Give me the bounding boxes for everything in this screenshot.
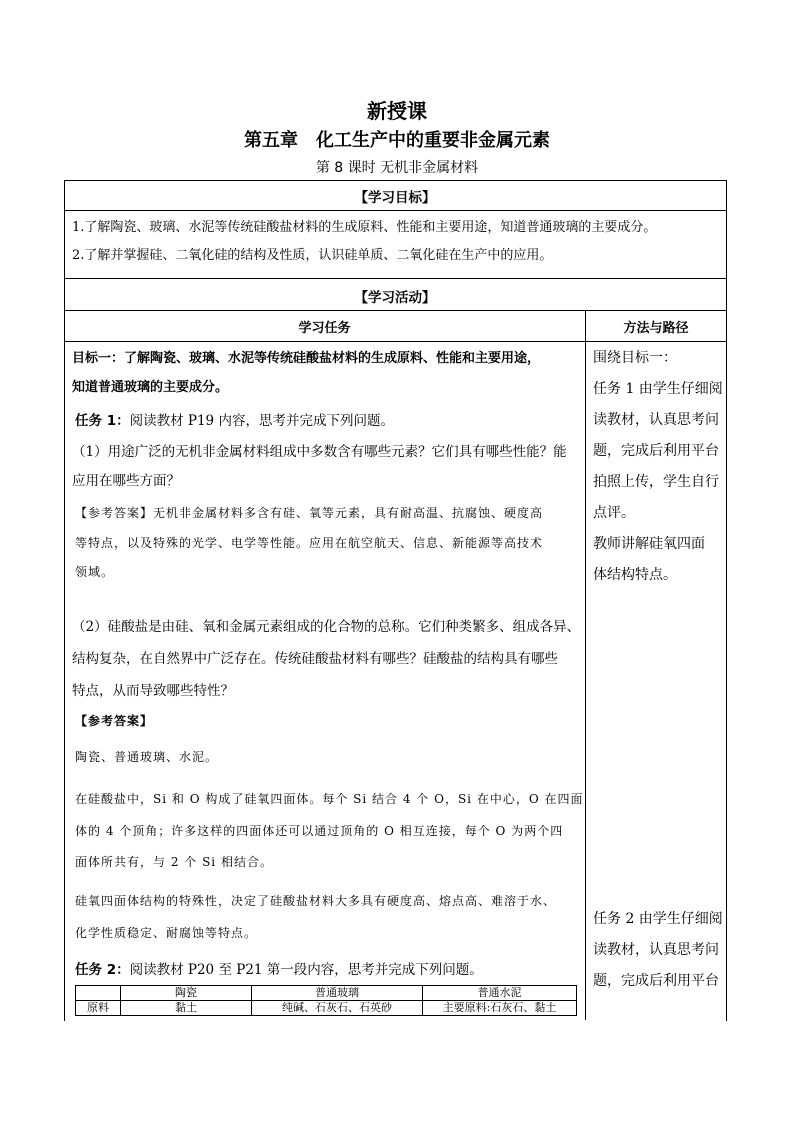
question-one: （1）用途广泛的无机非金属材料组成中多数含有哪些元素？它们具有哪些性能？能 [72, 444, 567, 460]
table-cell: 陶瓷 [121, 986, 252, 1001]
column-divider [585, 310, 586, 1020]
materials-table [75, 985, 577, 1016]
task-one [75, 407, 394, 435]
answer-one: 【参考答案】无机非金属材料多含有硅、氧等元素，具有耐高温、抗腐蚀、硬度高 [75, 506, 544, 520]
method-line: 任务 1 由学生仔细阅 [593, 381, 723, 397]
question-two: （2）硅酸盐是由硅、氧和金属元素组成的化合物的总称。它们种类繁多、组成各异、 [72, 619, 581, 635]
method-line: 读教材，认真思考问 [593, 412, 719, 428]
method-notes-one [593, 343, 725, 591]
task-one-text: 阅读教材 P19 内容，思考并完成下列问题。 [129, 413, 394, 429]
objective-item: 1.了解陶瓷、玻璃、水泥等传统硅酸盐材料的生成原料、性能和主要用途，知道普通玻璃的主要成分。 [72, 220, 657, 235]
divider [64, 278, 726, 279]
table-cell: 黏土 [121, 1001, 252, 1016]
method-line: 围绕目标一： [593, 350, 677, 366]
question-two: 结构复杂，在自然界中广泛存在。传统硅酸盐材料有哪些？硅酸盐的结构具有哪些 [72, 651, 558, 667]
method-line: 读教材，认真思考问 [593, 942, 719, 958]
objective-item: 2.了解并掌握硅、二氧化硅的结构及性质，认识硅单质、二氧化硅在生产中的应用。 [72, 248, 553, 263]
method-notes-two [593, 904, 725, 997]
task-two-label: 任务 2： [75, 962, 130, 978]
method-line: 题，完成后利用平台 [593, 973, 719, 989]
answer-one: 等特点，以及特殊的光学、电学等性能。应用在航空航天、信息、新能源等高技术 [75, 536, 544, 550]
column-header-method: 方法与路径 [623, 321, 689, 336]
table-cell: 原料 [76, 1001, 121, 1016]
task-two [75, 956, 483, 984]
page-title: 新授课 [367, 99, 427, 123]
question-one: 应用在哪些方面？ [72, 473, 180, 489]
lesson-subtitle: 第 8 课时 无机非金属材料 [315, 160, 479, 176]
objectives-heading: 【学习目标】 [354, 190, 436, 206]
method-line: 教师讲解硅氧四面 [593, 536, 705, 552]
table-row [76, 986, 577, 1001]
column-header-task: 学习任务 [298, 321, 351, 336]
goal-one: 知道普通玻璃的主要成分。 [72, 380, 229, 395]
activities-heading: 【学习活动】 [354, 290, 436, 306]
task-one-label: 任务 1： [75, 413, 130, 429]
goal-one: 目标一：了解陶瓷、玻璃、水泥等传统硅酸盐材料的生成原料、性能和主要用途， [72, 351, 541, 366]
answer-two-label: 【参考答案】 [75, 714, 154, 728]
method-line: 点评。 [593, 505, 635, 521]
answer-two: 在硅酸盐中，Si 和 O 构成了硅氧四面体。每个 Si 结合 4 个 O，Si 在中心，O 在四面 [75, 792, 584, 806]
method-line: 题，完成后利用平台 [593, 443, 719, 459]
table-cell: 纯碱、石灰石、石英砂 [252, 1001, 423, 1016]
answer-two: 体的 4 个顶角；许多这样的四面体还可以通过顶角的 O 相互连接，每个 O 为两个四 [75, 824, 564, 838]
method-line: 拍照上传，学生自行 [593, 474, 719, 490]
table-row [76, 1001, 577, 1016]
table-cell [76, 986, 121, 1001]
table-cell: 主要原料:石灰石、黏土 [423, 1001, 577, 1016]
table-cell: 普通玻璃 [252, 986, 423, 1001]
answer-two: 硅氧四面体结构的特殊性，决定了硅酸盐材料大多具有硬度高、熔点高、难溶于水、 [75, 894, 557, 908]
table-cell: 普通水泥 [423, 986, 577, 1001]
answer-two: 陶瓷、普通玻璃、水泥。 [75, 750, 219, 764]
task-two-text: 阅读教材 P20 至 P21 第一段内容，思考并完成下列问题。 [129, 962, 483, 978]
divider [64, 341, 726, 342]
method-line: 任务 2 由学生仔细阅 [593, 911, 723, 927]
answer-one: 领域。 [75, 565, 115, 579]
divider [64, 210, 726, 211]
divider [64, 310, 726, 311]
question-two: 特点，从而导致哪些特性？ [72, 683, 234, 699]
chapter-title: 第五章 化工生产中的重要非金属元素 [244, 130, 550, 151]
answer-two: 面体所共有，与 2 个 Si 相结合。 [75, 855, 273, 869]
answer-two: 化学性质稳定、耐腐蚀等特点。 [75, 926, 258, 940]
method-line: 体结构特点。 [593, 567, 677, 583]
